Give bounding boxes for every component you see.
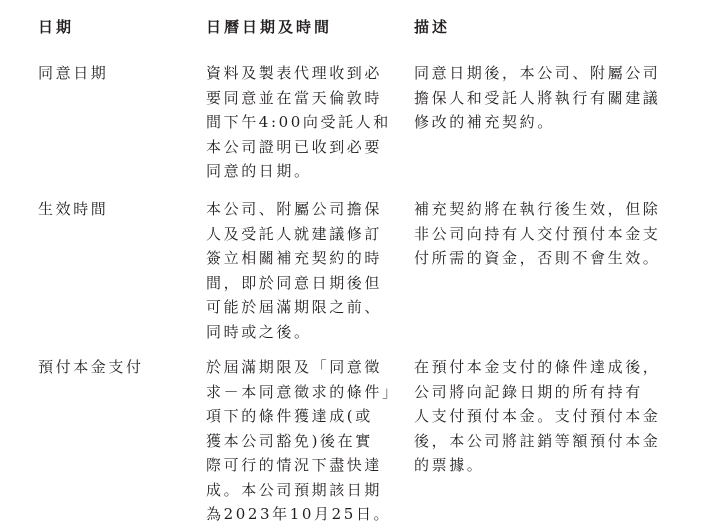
row-consent-date-name	[38, 61, 108, 86]
text-line: 後，本公司將註銷等額預付本金	[414, 431, 661, 450]
text-line: 在預付本金支付的條件達成後，	[414, 358, 661, 376]
text-line: 要同意並在當天倫敦時	[206, 88, 383, 107]
row-effective-time-description	[414, 197, 686, 271]
row-name: 生效時間	[38, 200, 109, 218]
row-prepayment-name	[38, 355, 144, 380]
text-line: 獲本公司豁免)後在實	[206, 431, 373, 450]
text-line: 非公司向持有人交付預付本金支	[414, 224, 661, 243]
text-line: 求－本同意徵求的條件」	[206, 382, 400, 401]
text-line: 間下午4:00向受託人和	[206, 113, 391, 131]
text-line: 人支付預付本金。支付預付本金	[414, 407, 661, 425]
text-line: 間，即於同意日期後但	[206, 273, 383, 292]
text-line: 資料及製表代理收到必	[206, 64, 383, 82]
row-name: 預付本金支付	[38, 358, 144, 376]
row-consent-date-calendar	[206, 61, 406, 184]
text-line: 同意日期後，本公司、附屬公司	[414, 64, 661, 82]
text-line: 公司將向記錄日期的所有持有	[414, 382, 643, 401]
text-line: 本公司證明已收到必要	[206, 137, 383, 156]
text-line: 本公司、附屬公司擔保	[206, 200, 383, 218]
text-line: 補充契約將在執行後生效，但除	[414, 200, 661, 218]
row-consent-date-description	[414, 61, 686, 135]
text-line: 同意的日期。	[206, 162, 312, 180]
text-line: 於屆滿期限及「同意徵	[206, 358, 383, 376]
text-line: 成。本公司預期該日期	[206, 480, 383, 499]
text-line: 為2023年10月25日。	[206, 505, 392, 523]
text-line: 可能於屆滿期限之前、	[206, 298, 383, 316]
text-line: 付所需的資金，否則不會生效。	[414, 249, 661, 267]
row-prepayment-calendar	[206, 355, 406, 527]
text-line: 修改的補充契約。	[414, 113, 555, 131]
row-effective-time-name	[38, 197, 108, 222]
text-line: 擔保人和受託人將執行有關建議	[414, 88, 661, 107]
text-line: 人及受託人就建議修訂	[206, 224, 383, 243]
text-line: 際可行的情況下盡快達	[206, 456, 383, 474]
row-effective-time-calendar	[206, 197, 406, 344]
text-line: 項下的條件獲達成(或	[206, 407, 373, 425]
header-date: 日期	[38, 18, 75, 36]
row-prepayment-description	[414, 355, 686, 478]
text-line: 的票據。	[414, 456, 485, 474]
text-line: 簽立相關補充契約的時	[206, 249, 383, 267]
header-calendar-date-time: 日曆日期及時間	[206, 18, 333, 36]
header-description: 描述	[414, 18, 451, 36]
row-name: 同意日期	[38, 64, 109, 82]
text-line: 同時或之後。	[206, 322, 312, 341]
